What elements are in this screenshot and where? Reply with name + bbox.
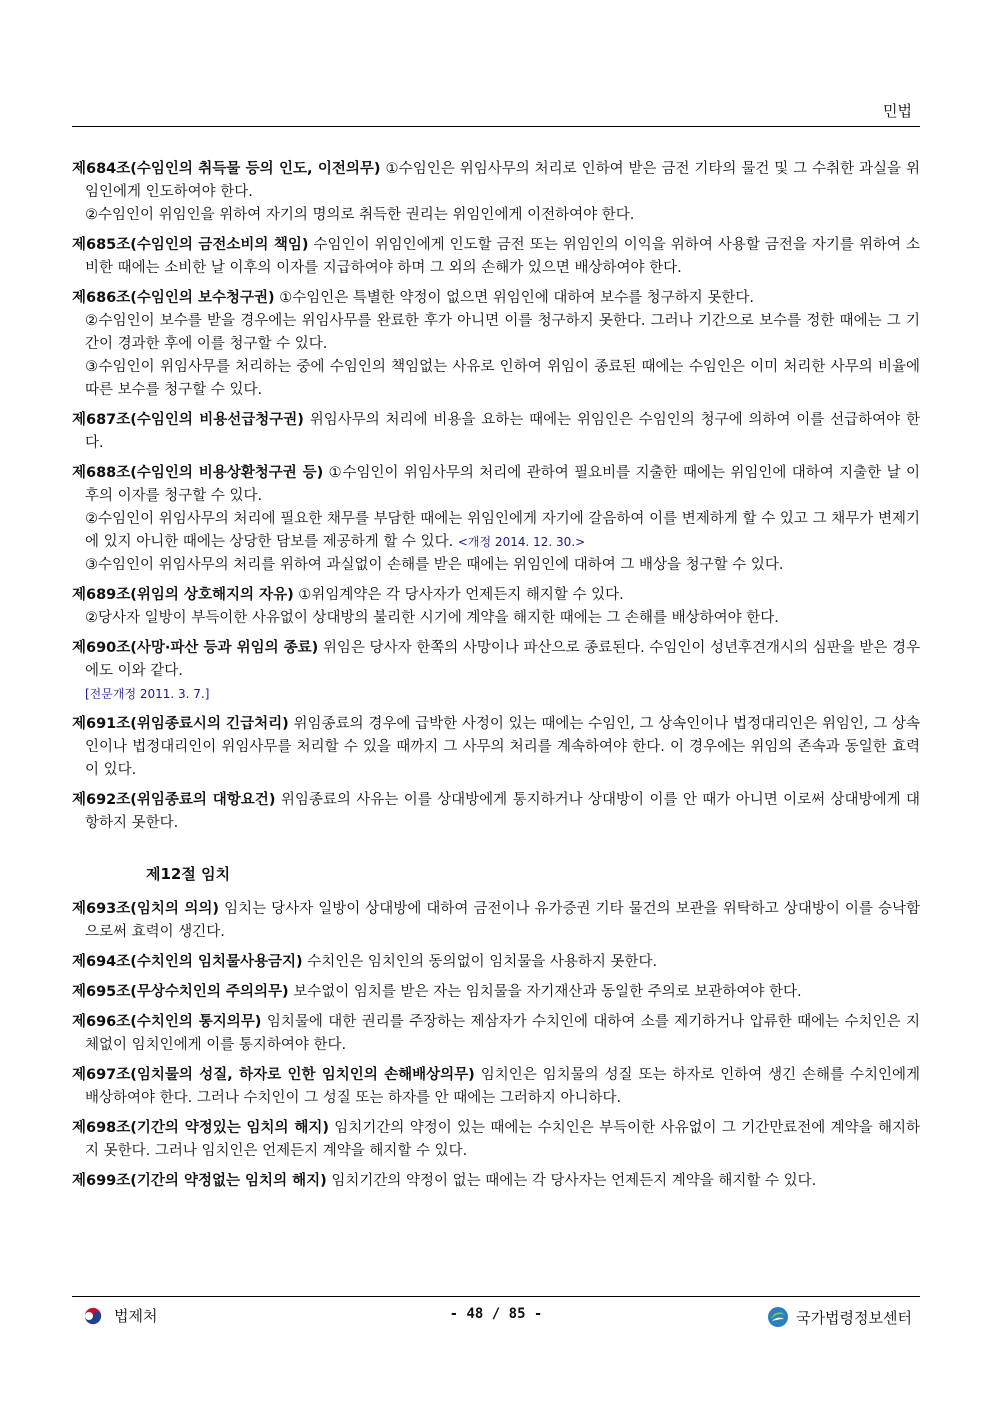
document-body bbox=[72, 158, 920, 1200]
article-title: 제688조(수임인의 비용상환청구권 등) bbox=[72, 465, 324, 481]
article-title: 제684조(수임인의 취득물 등의 인도, 이전의무) bbox=[72, 161, 381, 177]
article-text: 위임사무의 처리에 비용을 요하는 때에는 위임인은 수임인의 청구에 의하여 이를 선급하여야 한다. bbox=[85, 412, 920, 451]
article-690 bbox=[72, 637, 920, 706]
article-699 bbox=[72, 1170, 920, 1193]
header-divider bbox=[72, 126, 920, 127]
article-title: 제687조(수임인의 비용선급청구권) bbox=[72, 412, 304, 428]
article-text: 위임은 당사자 한쪽의 사망이나 파산으로 종료된다. 수임인이 성년후견개시의 심판을 받은 경우에도 이와 같다. bbox=[85, 640, 920, 679]
article-689 bbox=[72, 584, 920, 630]
article-694 bbox=[72, 951, 920, 974]
article-691 bbox=[72, 713, 920, 782]
article-title: 제686조(수임인의 보수청구권) bbox=[72, 290, 275, 306]
article-title: 제699조(기간의 약정없는 임치의 해지) bbox=[72, 1173, 327, 1189]
footer-divider bbox=[72, 1296, 920, 1297]
footer-klic bbox=[766, 1305, 912, 1329]
article-text: 수치인은 임치인의 동의없이 임치물을 사용하지 못한다. bbox=[302, 954, 658, 970]
article-692 bbox=[72, 789, 920, 835]
article-title: 제695조(무상수치인의 주의의무) bbox=[72, 984, 289, 1000]
article-title: 제689조(위임의 상호해지의 자유) bbox=[72, 587, 294, 603]
page-footer bbox=[72, 1303, 920, 1329]
article-title: 제690조(사망·파산 등과 위임의 종료) bbox=[72, 640, 319, 656]
article-688 bbox=[72, 462, 920, 577]
article-text: 수임인이 위임인에게 인도할 금전 또는 위임인의 이익을 위하여 사용할 금전을 자기를 위하여 소비한 때에는 소비한 날 이후의 이자를 지급하여야 하며 그 외의 손해가 있으면 배상하여야 한다. bbox=[85, 237, 920, 276]
klic-logo-icon bbox=[766, 1305, 790, 1329]
article-title: 제694조(수치인의 임치물사용금지) bbox=[72, 954, 303, 970]
article-text: ①수임인은 특별한 약정이 없으면 위임인에 대하여 보수를 청구하지 못한다. bbox=[274, 290, 754, 306]
revision-note: [전문개정 2011. 3. 7.] bbox=[85, 687, 210, 701]
article-clause: ②당사자 일방이 부득이한 사유없이 상대방의 불리한 시기에 계약을 해지한 때에는 그 손해를 배상하여야 한다. bbox=[85, 610, 779, 626]
footer-left-label: 법제처 bbox=[114, 1307, 158, 1325]
footer-right-label: 국가법령정보센터 bbox=[796, 1308, 912, 1327]
page-header-title: 민법 bbox=[883, 102, 912, 120]
article-clause: ③수임인이 위임사무를 처리하는 중에 수임인의 책임없는 사유로 인하여 위임이 종료된 때에는 수임인은 이미 처리한 사무의 비율에 따른 보수를 청구할 수 있다. bbox=[85, 359, 920, 398]
article-title: 제698조(기간의 약정있는 임치의 해지) bbox=[72, 1120, 329, 1136]
article-696 bbox=[72, 1011, 920, 1057]
article-title: 제696조(수치인의 통지의무) bbox=[72, 1014, 262, 1030]
article-697 bbox=[72, 1064, 920, 1110]
article-685 bbox=[72, 234, 920, 280]
article-text: 임치물에 대한 권리를 주장하는 제삼자가 수치인에 대하여 소를 제기하거나 압류한 때에는 수치인은 지체없이 임치인에게 이를 통지하여야 한다. bbox=[85, 1014, 920, 1053]
article-text: 위임종료의 경우에 급박한 사정이 있는 때에는 수임인, 그 상속인이나 법정대리인은 위임인, 그 상속인이나 법정대리인이 위임사무를 처리할 수 있을 때까지 그 사무의 처리를 계속하여야 한다. 이 경우에는 위임의 존속과 동일한 효력이 있다. bbox=[85, 716, 920, 778]
article-695 bbox=[72, 981, 920, 1004]
page-number: - 48 / 85 - bbox=[449, 1306, 543, 1322]
article-text: 임치는 당사자 일방이 상대방에 대하여 금전이나 유가증권 기타 물건의 보관을 위탁하고 상대방이 이를 승낙함으로써 효력이 생긴다. bbox=[85, 901, 920, 940]
article-text: 위임종료의 사유는 이를 상대방에게 통지하거나 상대방이 이를 안 때가 아니면 이로써 상대방에게 대항하지 못한다. bbox=[85, 792, 921, 831]
article-687 bbox=[72, 409, 920, 455]
article-text: ①위임계약은 각 당사자가 언제든지 해지할 수 있다. bbox=[293, 587, 624, 603]
article-clause: ②수임인이 위임사무의 처리에 필요한 채무를 부담한 때에는 위임인에게 자기에 갈음하여 이를 변제하게 할 수 있고 그 채무가 변제기에 있지 아니한 때에는 상당한 담보를 제공하게 할 수 있다. bbox=[85, 511, 920, 550]
article-text: ①수임인은 위임사무의 처리로 인하여 받은 금전 기타의 물건 및 그 수취한 과실을 위임인에게 인도하여야 한다. bbox=[85, 161, 920, 200]
article-text: 보수없이 임치를 받은 자는 임치물을 자기재산과 동일한 주의로 보관하여야 한다. bbox=[288, 984, 802, 1000]
article-684 bbox=[72, 158, 920, 227]
amendment-note: <개정 2014. 12. 30.> bbox=[457, 535, 586, 549]
article-clause: ③수임인이 위임사무의 처리를 위하여 과실없이 손해를 받은 때에는 위임인에 대하여 그 배상을 청구할 수 있다. bbox=[85, 557, 784, 573]
article-title: 제685조(수임인의 금전소비의 책임) bbox=[72, 237, 309, 253]
article-title: 제697조(임치물의 성질, 하자로 인한 임치인의 손해배상의무) bbox=[72, 1067, 475, 1083]
article-text: 임치인은 임치물의 성질 또는 하자로 인하여 생긴 손해를 수치인에게 배상하여야 한다. 그러나 수치인이 그 성질 또는 하자를 안 때에는 그러하지 아니하다. bbox=[85, 1067, 920, 1106]
article-698 bbox=[72, 1117, 920, 1163]
article-693 bbox=[72, 898, 920, 944]
article-title: 제691조(위임종료시의 긴급처리) bbox=[72, 716, 289, 732]
section-heading: 제12절 임치 bbox=[146, 865, 231, 883]
article-title: 제692조(위임종료의 대항요건) bbox=[72, 792, 276, 808]
article-686 bbox=[72, 287, 920, 402]
article-text: 임치기간의 약정이 있는 때에는 수치인은 부득이한 사유없이 그 기간만료전에 계약을 해지하지 못한다. 그러나 임치인은 언제든지 계약을 해지할 수 있다. bbox=[85, 1120, 920, 1159]
article-text: 임치기간의 약정이 없는 때에는 각 당사자는 언제든지 계약을 해지할 수 있다. bbox=[326, 1173, 817, 1189]
article-clause: ②수임인이 위임인을 위하여 자기의 명의로 취득한 권리는 위임인에게 이전하여야 한다. bbox=[85, 207, 635, 223]
article-text: ①수임인이 위임사무의 처리에 관하여 필요비를 지출한 때에는 위임인에 대하여 지출한 날 이후의 이자를 청구할 수 있다. bbox=[85, 465, 920, 504]
article-title: 제693조(임치의 의의) bbox=[72, 901, 220, 917]
article-clause: ②수임인이 보수를 받을 경우에는 위임사무를 완료한 후가 아니면 이를 청구하지 못한다. 그러나 기간으로 보수를 정한 때에는 그 기간이 경과한 후에 이를 청구할 수 있다. bbox=[85, 313, 920, 352]
